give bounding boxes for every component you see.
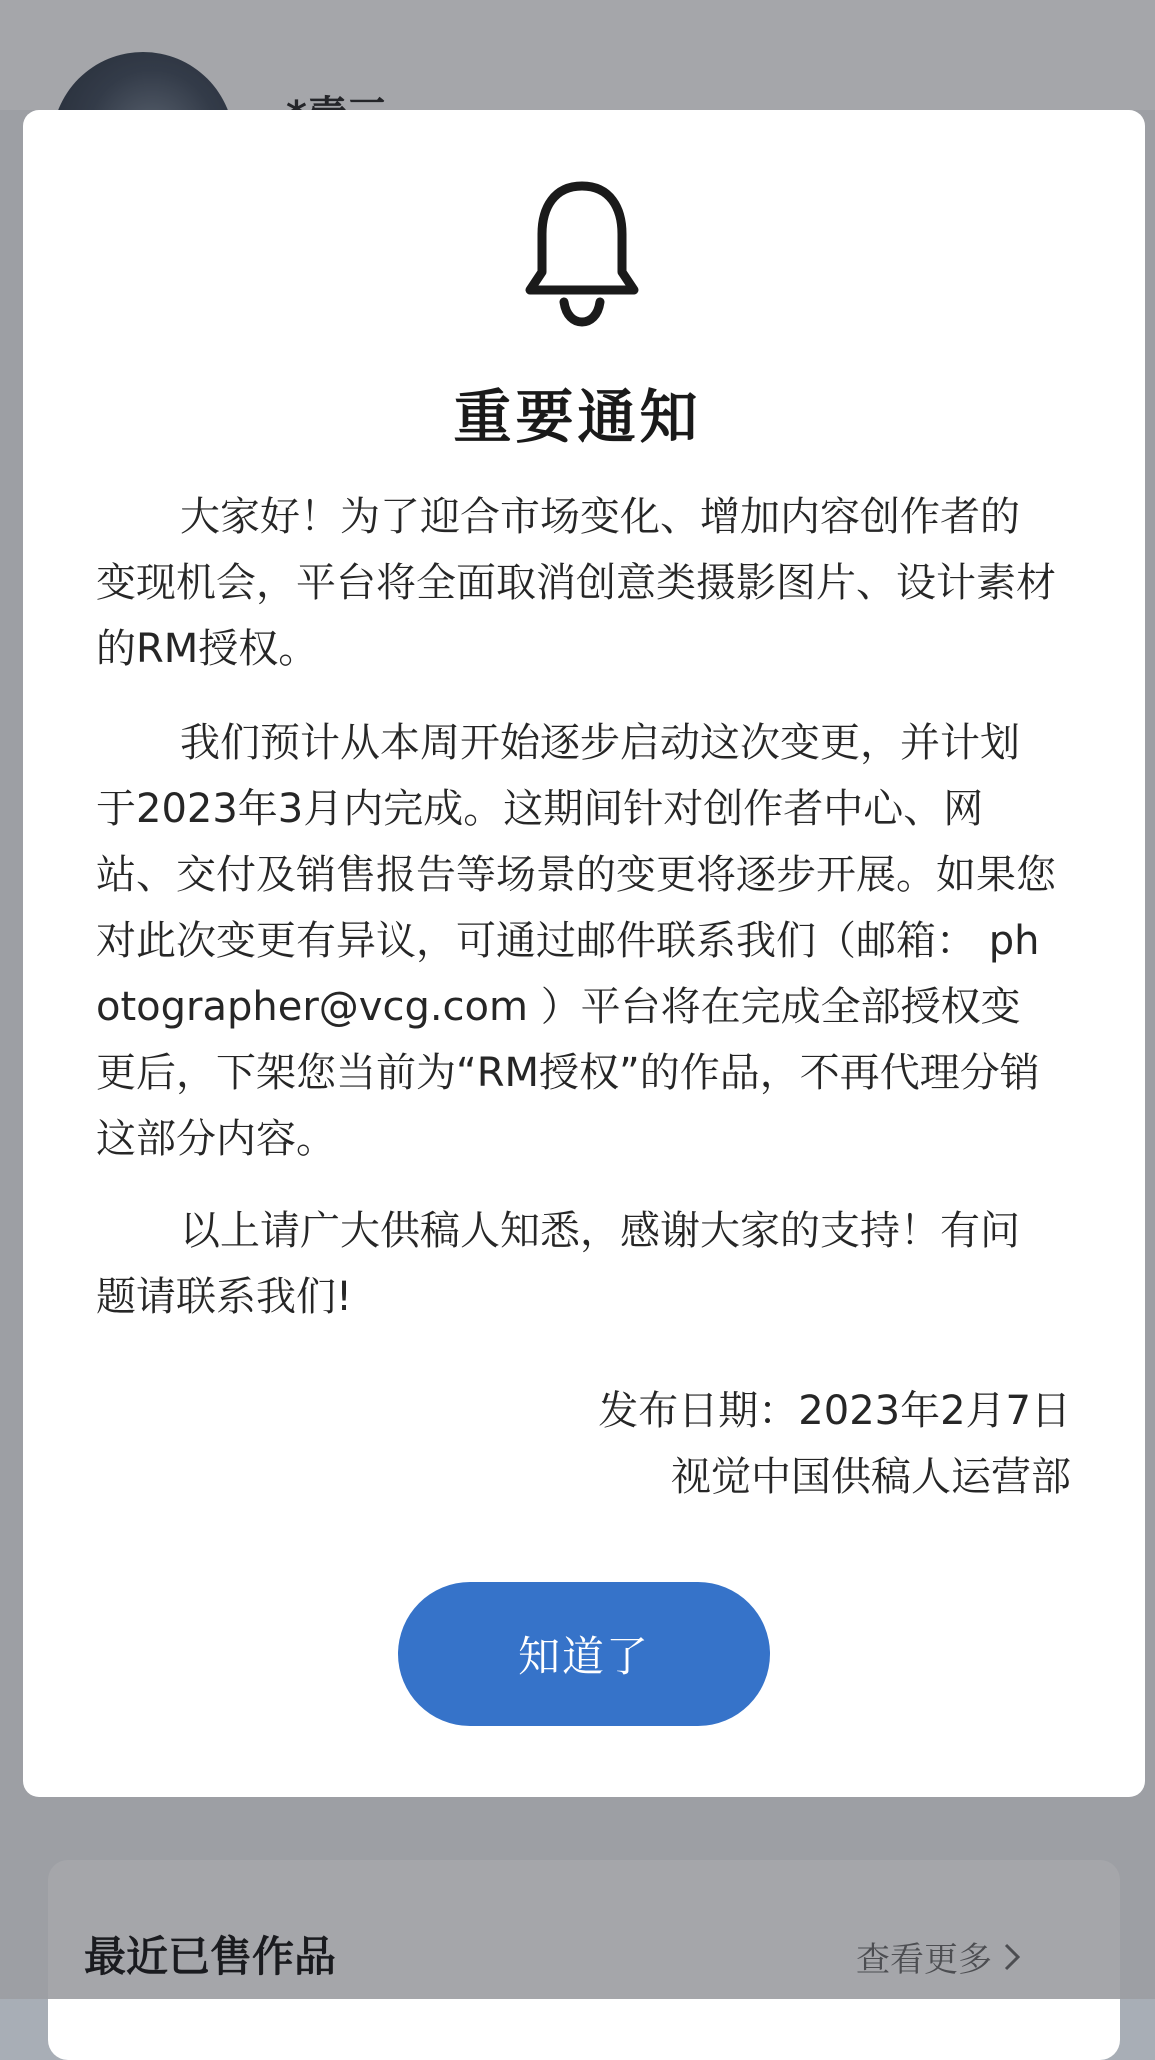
- dialog-title: 重要通知: [453, 383, 702, 451]
- recent-sales-title: 最近已售作品: [84, 1932, 337, 1981]
- notice-paragraph-3: 以上请广大供稿人知悉，感谢大家的支持！有问题请联系我们!: [96, 1208, 1020, 1320]
- signature: 视觉中国供稿人运营部: [671, 1454, 1071, 1500]
- view-more-label: 查看更多: [856, 1940, 992, 1980]
- notice-paragraph-1: 大家好！为了迎合市场变化、增加内容创作者的变现机会，平台将全面取消创意类摄影图片、设计素材的RM授权。: [96, 494, 1056, 672]
- publish-date: 发布日期：2023年2月7日: [598, 1388, 1071, 1434]
- notice-paragraph-2: 我们预计从本周开始逐步启动这次变更，并计划于2023年3月内完成。这期间针对创作者中心、网站、交付及销售报告等场景的变更将逐步开展。如果您对此次变更有异议，可通过邮件联系我们（邮箱： photographer@vcg.com ）平台将在完成全部授权变更后，下架您当前为“RM授权”的作品，不再代理分销这部分内容。: [96, 720, 1056, 1162]
- acknowledge-button[interactable]: 知道了: [398, 1582, 770, 1726]
- bell-icon: [520, 178, 644, 326]
